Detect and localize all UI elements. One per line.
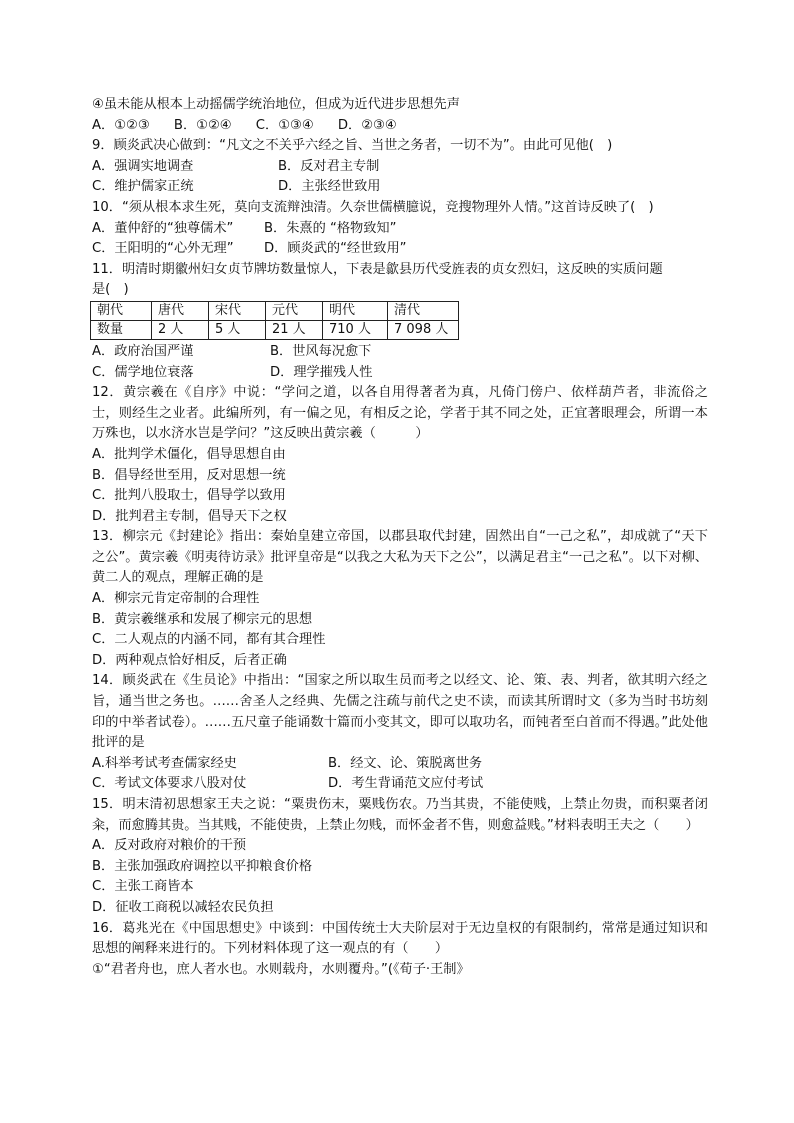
q11-stem-line2: 是( ) [92,282,129,298]
q10-option-a: A．董仲舒的“独尊儒术” [92,220,234,236]
q12-option-d: D．批判君主专制，倡导天下之权 [92,508,287,524]
q11-stem-line1: 11．明清时期徽州妇女贞节牌坊数量惊人，下表是歙县历代受旌表的贞女烈妇，这反映的实质问题 [92,261,663,277]
q10-option-c: C．王阳明的“心外无理” [92,241,234,257]
q8-option-b: B．①②④ [173,117,232,133]
q15-option-c: C．主张工商皆本 [92,879,194,895]
q15-option-b: B．主张加强政府调控以平抑粮食价格 [92,858,313,874]
q9-stem: 9．顾炎武决心做到：“凡文之不关乎六经之旨、当世之务者，一切不为”。由此可见他( ) [92,138,613,154]
table-header-row [91,301,459,320]
q9-options-ab [92,157,708,178]
q10-options-cd [92,239,708,260]
q13-option-a: A．柳宗元肯定帝制的合理性 [92,591,260,607]
table-cell: 2 人 [152,320,209,339]
q14-option-d: D．考生背诵范文应付考试 [328,776,484,792]
q8-statement-4: ④虽未能从根本上动摇儒学统治地位，但成为近代进步思想先声 [92,97,460,112]
q12-option-a: A．批判学术僵化，倡导思想自由 [92,446,286,462]
q14-option-b: B．经文、论、策脱离世务 [328,755,483,771]
table-cell: 宋代 [209,301,266,320]
table-cell: 明代 [323,301,388,320]
table-cell: 数量 [91,320,152,339]
q15-option-a: A．反对政府对粮价的干预 [92,838,247,854]
q10-option-b: B．朱熹的 “格物致知” [264,220,397,236]
q11-options-ab [92,342,708,363]
q16-item-1: ①“君者舟也，庶人者水也。水则载舟，水则覆舟。”(《荀子·王制》 [92,961,470,977]
q8-option-d: D．②③④ [337,117,397,133]
table-cell: 7 098 人 [388,320,459,339]
q11-option-d: D．理学摧残人性 [270,364,373,380]
q14-option-c: C．考试文体要求八股对仗 [92,776,247,792]
q15-option-d: D．征收工商税以减轻农民负担 [92,899,274,915]
q10-options-ab [92,219,708,240]
q9-option-b: B．反对君主专制 [278,158,380,174]
q16-stem: 16．葛兆光在《中国思想史》中谈到：中国传统士大夫阶层对于无边皇权的有限制约，常常是通过知识和思想的阐释来进行的。下列材料体现了这一观点的有（ ） [92,920,708,957]
q11-data-table [90,301,459,340]
q14-stem: 14．顾炎武在《生员论》中指出：“国家之所以取生员而考之以经文、论、策、表、判者，欲其明六经之旨，通当世之务也。……舍圣人之经典、先儒之注疏与前代之史不读，而读其所谓时文（多为当时书坊刻印的中举者试卷）。……五尺童子能诵数十篇而小变其文，即可以取功名，而钝者至白首而不得遇。”此处他批评的是 [92,673,708,751]
table-cell: 清代 [388,301,459,320]
q9-option-c: C．维护儒家正统 [92,179,194,195]
q9-option-a: A．强调实地调查 [92,158,194,174]
q14-option-a: A.科举考试考查儒家经史 [92,755,237,771]
table-row [91,320,459,339]
table-cell: 21 人 [266,320,323,339]
q11-option-a: A．政府治国严谨 [92,343,194,359]
table-cell: 710 人 [323,320,388,339]
q10-option-d: D．顾炎武的“经世致用” [264,241,407,257]
q11-options-cd [92,363,708,384]
exam-page [92,95,708,980]
q12-option-b: B．倡导经世至用，反对思想一统 [92,467,286,483]
q12-option-c: C．批判八股取士，倡导学以致用 [92,488,286,504]
q8-option-c: C．①③④ [255,117,314,133]
q14-options-ab [92,754,708,775]
q13-option-c: C．二人观点的内涵不同，都有其合理性 [92,632,326,648]
q11-option-c: C．儒学地位衰落 [92,364,194,380]
table-cell: 唐代 [152,301,209,320]
q8-option-a: A．①②③ [92,117,150,133]
q14-options-cd [92,774,708,795]
table-cell: 5 人 [209,320,266,339]
q15-stem: 15．明末清初思想家王夫之说：“粟贵伤末，粟贱伤农。乃当其贵，不能使贱，上禁止勿贵，而积粟者闭籴，而愈腾其贵。当其贱，不能使贵，上禁止勿贱，而怀金者不售，则愈益贱。”材料表明王夫之（ ） [92,797,708,833]
table-cell: 元代 [266,301,323,320]
q9-option-d: D．主张经世致用 [278,179,381,195]
table-cell: 朝代 [91,301,152,320]
q8-options [92,116,708,137]
q13-option-d: D．两种观点恰好相反，后者正确 [92,652,287,668]
q10-stem: 10．“须从根本求生死，莫向支流辩浊清。久奈世儒横臆说，竞搜物理外人情。”这首诗反映了( ) [92,199,654,215]
q9-options-cd [92,177,708,198]
q13-option-b: B．黄宗羲继承和发展了柳宗元的思想 [92,611,313,627]
q12-stem: 12．黄宗羲在《自序》中说：“学问之道，以各自用得著者为真，凡倚门傍户、依样葫芦者，非流俗之士，则经生之业者。此编所列，有一偏之见，有相反之论，学者于其不同之处，正宜著眼理会，所谓一本万殊也，以水济水岂是学问？”这反映出黄宗羲（ ） [92,385,708,442]
q11-option-b: B．世风每况愈下 [270,343,372,359]
q13-stem: 13．柳宗元《封建论》指出：秦始皇建立帝国，以郡县取代封建，固然出自“一己之私”，却成就了“天下之公”。黄宗羲《明夷待访录》批评皇帝是“以我之大私为天下之公”，以满足君主“一己之私”。以下对柳、黄二人的观点，理解正确的是 [92,529,708,586]
